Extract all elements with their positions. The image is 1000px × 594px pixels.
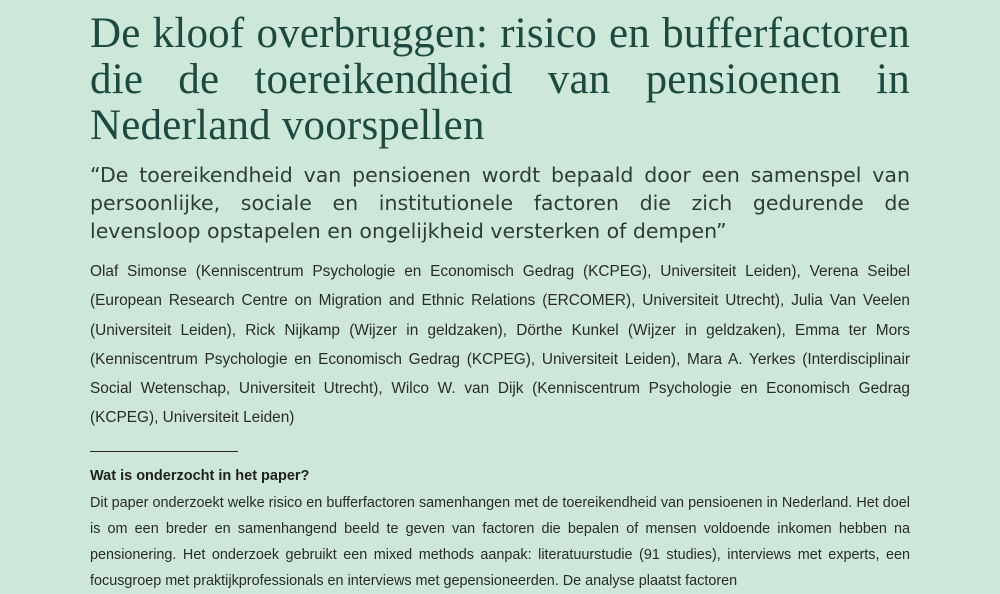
author-list: Olaf Simonse (Kenniscentrum Psychologie en Economisch Gedrag (KCPEG), Universiteit Leiden), Verena Seibel (European Research Centre on Migration and Ethnic Relations (ERCOMER), Universiteit Utrecht), Julia Van Veelen (Universiteit Leiden), Rick Nijkamp (Wijzer in geldzaken), Dörthe Kunkel (Wijzer in geldzaken), Emma ter Mors (Kenniscentrum Psychologie en Economisch Gedrag (KCPEG), Universiteit Leiden), Mara A. Yerkes (Interdisciplinair Social Wetenschap, Universiteit Utrecht), Wilco W. van Dijk (Kenniscentrum Psychologie en Economisch Gedrag (KCPEG), Universiteit Leiden) (90, 263, 910, 427)
section-body: Dit paper onderzoekt welke risico en bufferfactoren samenhangen met de toereikendheid van pensioenen in Nederland. Het doel is om een breder en samenhangend beeld te geven van factoren die bepalen of mensen voldoende inkomen hebben na pensionering. Het onderzoek gebruikt een mixed methods aanpak: literatuurstudie (91 studies), interviews met experts, een focusgroep met praktijkprofessionals en interviews met gepensioneerden. De analyse plaatst factoren (90, 494, 910, 589)
article-title: De kloof overbruggen: risico en bufferfactoren die de toereikendheid van pensioenen in Nederland voorspellen (90, 10, 910, 149)
document-page (90, 0, 910, 589)
section-heading: Wat is onderzocht in het paper? (90, 467, 310, 484)
pull-quote: “De toereikendheid van pensioenen wordt bepaald door een samenspel van persoonlijke, sociale en institutionele factoren die zich gedurende de levensloop opstapelen en ongelijkheid versterken of dempen” (90, 163, 910, 243)
section-divider (90, 451, 238, 452)
